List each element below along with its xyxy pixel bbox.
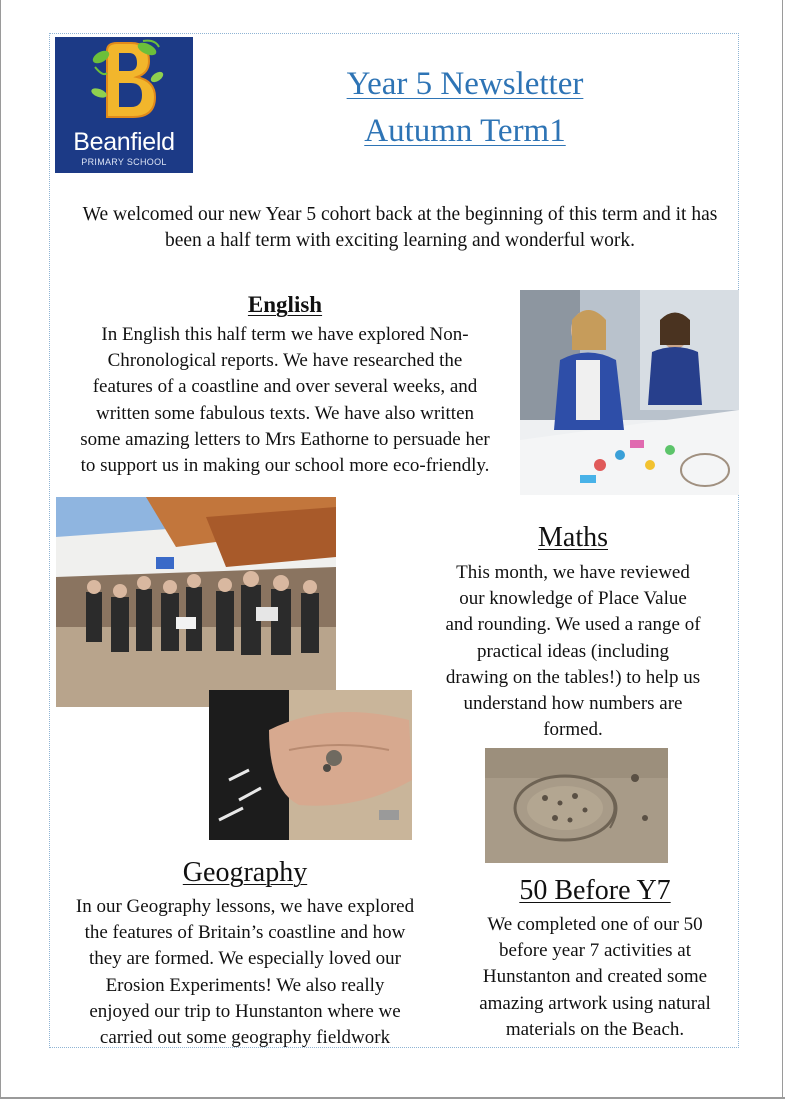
geography-line: Erosion Experiments! We also really: [105, 974, 385, 996]
geography-line: they are formed. We especially loved our: [88, 948, 402, 970]
before-y7-line: before year 7 activities at: [498, 940, 691, 962]
b-leaf-icon: [85, 37, 165, 127]
before-y7-line: Hunstanton and created some: [482, 966, 708, 988]
school-logo: [55, 37, 193, 173]
maths-heading: Maths: [538, 522, 608, 553]
english-line: written some fabulous texts. We have also written: [95, 402, 475, 424]
maths-line: our knowledge of Place Value: [459, 588, 687, 610]
before-y7-line: We completed one of our 50: [487, 914, 703, 935]
beach-art-photo: [485, 748, 668, 863]
geography-line: enjoyed our trip to Hunstanton where we: [89, 1000, 401, 1022]
maths-line: and rounding. We used a range of: [445, 614, 701, 636]
english-line: to support us in making our school more eco-friendly.: [80, 455, 490, 477]
english-heading: English: [247, 292, 323, 317]
intro-paragraph: We welcomed our new Year 5 cohort back at the beginning of this term and it has been a half term with exciting learning and wonderful work.: [82, 204, 718, 251]
page-edge: [782, 0, 783, 1099]
geography-line: In our Geography lessons, we have explored: [75, 896, 415, 917]
english-line: In English this half term we have explored Non-: [101, 324, 469, 345]
english-line: Chronological reports. We have researched the: [107, 350, 463, 372]
logo-name: Beanfield: [73, 128, 175, 156]
before-y7-heading: 50 Before Y7: [519, 875, 671, 906]
geography-line: carried out some geography fieldwork: [99, 1027, 391, 1049]
before-y7-line: amazing artwork using natural: [479, 992, 711, 1014]
geography-line: the features of Britain’s coastline and how: [84, 922, 406, 944]
classroom-photo: [520, 290, 739, 495]
geography-text: [50, 894, 440, 1051]
before-y7-text: [450, 912, 740, 1043]
english-line: some amazing letters to Mrs Eathorne to persuade her: [80, 428, 490, 450]
cliff-trip-photo: [56, 497, 336, 707]
maths-line: drawing on the tables!) to help us: [445, 666, 701, 688]
newsletter-term: Autumn Term1: [364, 113, 566, 149]
page-edge: [0, 0, 1, 1099]
hand-fossil-photo: [209, 690, 412, 840]
newsletter-title: Year 5 Newsletter: [346, 66, 584, 102]
maths-line: understand how numbers are: [463, 693, 683, 715]
maths-line: This month, we have reviewed: [456, 562, 690, 583]
maths-line: formed.: [543, 719, 603, 741]
before-y7-line: materials on the Beach.: [505, 1018, 685, 1040]
logo-subtitle: PRIMARY SCHOOL: [81, 157, 167, 167]
english-text: [50, 322, 520, 479]
maths-line: practical ideas (including: [476, 640, 670, 662]
english-line: features of a coastline and over several weeks, and: [92, 376, 478, 398]
geography-heading: Geography: [182, 857, 308, 888]
maths-text: [420, 560, 726, 743]
